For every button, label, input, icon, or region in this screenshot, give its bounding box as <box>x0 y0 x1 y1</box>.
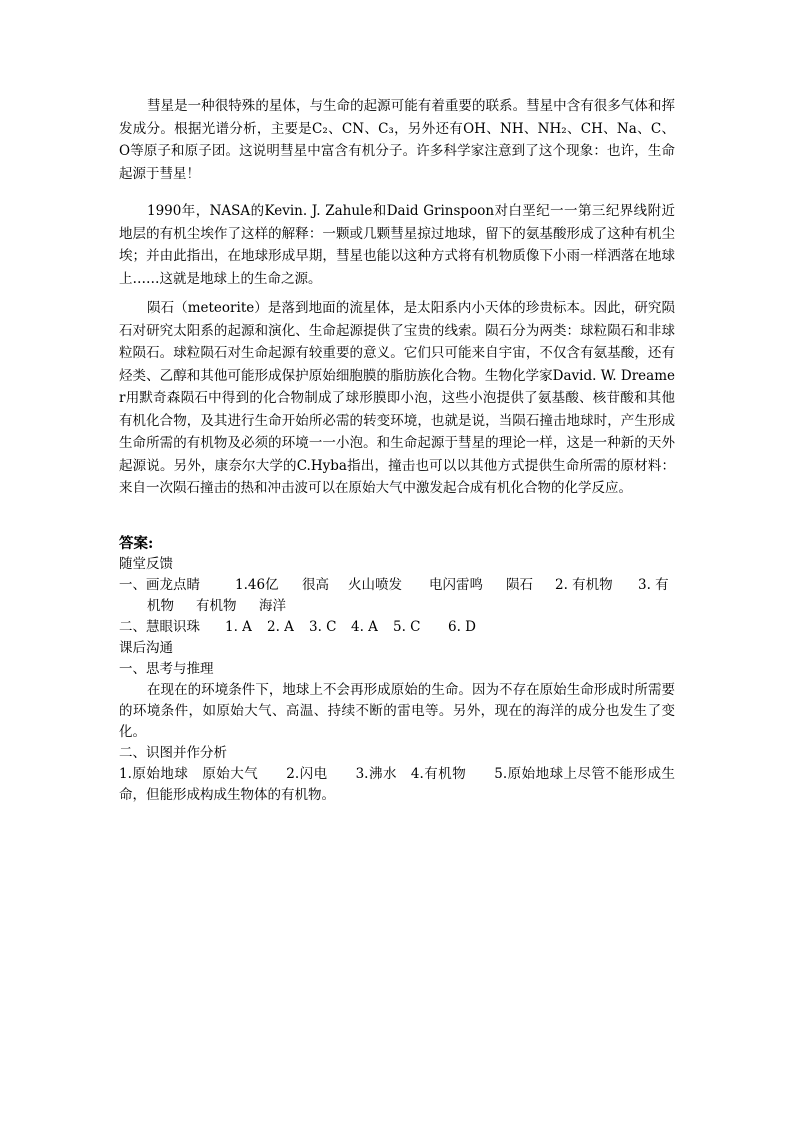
q2-answer: 2. A <box>267 619 294 635</box>
q1-answer: 有机物 <box>196 598 237 614</box>
q2-answer: 5. C <box>393 619 421 635</box>
q1-answer: 3. 有 <box>638 577 669 593</box>
answer-row-q2 <box>119 617 679 638</box>
q4-label: 二、识图并作分析 <box>119 745 227 761</box>
section-heading-after-class: 课后沟通 <box>119 640 173 656</box>
q2-label: 二、慧眼识珠 <box>119 619 200 635</box>
paragraph-meteorite: 陨石（meteorite）是落到地面的流星体，是太阳系内小天体的珍贵标本。因此，研究陨石对研究太阳系的起源和演化、生命起源提供了宝贵的线索。陨石分为两类：球粒陨石和非球粒陨石。球粒陨石对生命起源有较重要的意义。它们只可能来自宇宙，不仅含有氨基酸，还有烃类、乙醇和其他可能形成保护原始细胞膜的脂肪族化合物。生物化学家David. W. Dreamer用默奇森陨石中得到的化合物制成了球形膜即小泡，这些小泡提供了氨基酸、核苷酸和其他有机化合物，及其进行生命开始所必需的转变环境，也就是说，当陨石撞击地球时，产生形成生命所需的有机物及必须的环境一一小泡。和生命起源于彗星的理论一样，这是一种新的天外起源说。另外，康奈尔大学的C.Hyba指出，撞击也可以以其他方式提供生命所需的原材料：来自一次陨石撞击的热和冲击波可以在原始大气中激发起合成有机化合物的化学反应。 <box>119 300 675 496</box>
answers-title: 答案: <box>119 535 154 552</box>
q1-answer: 火山喷发 <box>348 577 402 593</box>
paragraph-nasa: 1990年，NASA的Kevin. J. Zahule和Daid Grinspoon对白垩纪一一第三纪界线附近地层的有机尘埃作了这样的解释：一颗或几颗彗星掠过地球，留下的氨基酸形成了这种有机尘埃；并由此指出，在地球形成早期，彗星也能以这种方式将有机物质像下小雨一样洒落在地球上……这就是地球上的生命之源。 <box>119 203 675 287</box>
q2-answer: 1. A <box>225 619 252 635</box>
q4-answer: 1.原始地球 原始大气 2.闪电 3.沸水 4.有机物 5.原始地球上尽管不能形成生命，但能形成构成生物体的有机物。 <box>119 766 675 803</box>
answer-row-q1-cont <box>119 596 679 617</box>
q1-answer: 机物 <box>147 598 174 614</box>
q1-answer: 很高 <box>302 577 329 593</box>
q2-answer: 4. A <box>351 619 378 635</box>
q1-answer: 电闪雷鸣 <box>429 577 483 593</box>
q3-answer: 在现在的环境条件下，地球上不会再形成原始的生命。因为不存在原始生命形成时所需要的环境条件，如原始大气、高温、持续不断的雷电等。另外，现在的海洋的成分也发生了变化。 <box>119 682 675 740</box>
q3-label: 一、思考与推理 <box>119 661 214 677</box>
q2-answer: 3. C <box>309 619 337 635</box>
q1-label: 一、画龙点睛 <box>119 577 200 593</box>
q1-answer: 海洋 <box>259 598 286 614</box>
section-heading-classroom: 随堂反馈 <box>119 556 173 572</box>
q1-answer: 2. 有机物 <box>555 577 613 593</box>
q2-answer: 6. D <box>448 619 476 635</box>
answer-row-q1 <box>119 575 679 596</box>
paragraph-comets: 彗星是一种很特殊的星体，与生命的起源可能有着重要的联系。彗星中含有很多气体和挥发成分。根据光谱分析，主要是C₂、CN、C₃，另外还有OH、NH、NH₂、CH、Na、C、O等原子和原子团。这说明彗星中富含有机分子。许多科学家注意到了这个现象：也许，生命起源于彗星！ <box>119 98 675 182</box>
q1-answer: 1.46亿 <box>235 577 279 593</box>
q1-answer: 陨石 <box>506 577 533 593</box>
